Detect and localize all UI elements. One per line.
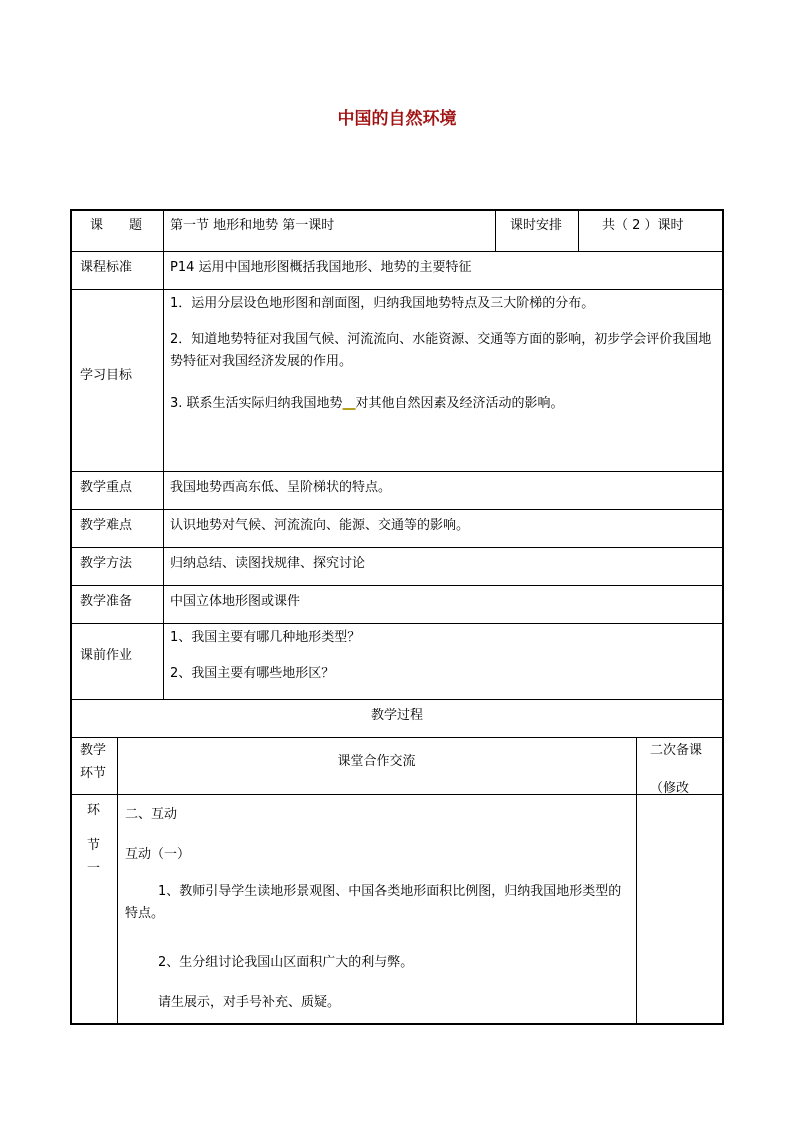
course-topic: 第一节 地形和地势 第一课时 [170, 218, 335, 233]
label-difficulties: 教学难点 [80, 518, 133, 533]
objective-item: 1．运用分层设色地形图和剖面图，归纳我国地势特点及三大阶梯的分布。 [170, 296, 595, 311]
content-paragraph: 1、教师引导学生读地形景观图、中国各类地形面积比例图，归纳我国地形类型的特点。 [125, 884, 622, 921]
main-col-header: 课堂合作交流 [337, 754, 416, 769]
column-divider [636, 737, 637, 1025]
label-method: 教学方法 [80, 556, 133, 571]
key-points-value: 我国地势西高东低、呈阶梯状的特点。 [170, 480, 392, 495]
page-title: 中国的自然环境 [337, 109, 457, 129]
label-standard: 课程标准 [80, 260, 133, 275]
objective-item [170, 395, 564, 412]
content-paragraph: 2、生分组讨论我国山区面积广大的利与弊。 [158, 955, 414, 970]
content-paragraph: 请生展示，对手号补充、质疑。 [158, 995, 341, 1010]
notes-col-header: （修改 [650, 781, 690, 796]
column-divider [578, 209, 579, 251]
row-divider [70, 737, 724, 738]
schedule-value: 共（ 2 ）课时 [602, 218, 684, 233]
stage-label: 一 [87, 861, 101, 876]
objective-item: 2．知道地势特征对我国气候、河流流向、水能资源、交通等方面的影响，初步学会评价我国地势特征对我国经济发展的作用。 [170, 332, 712, 369]
objective-item-part: 3. 联系生活实际归纳我国地势 [170, 396, 343, 411]
label-homework: 课前作业 [80, 648, 133, 663]
column-divider [163, 209, 164, 699]
lesson-plan-table [70, 209, 724, 1025]
objective-item-part: 对其他自然因素及经济活动的影响。 [355, 396, 564, 411]
homework-item: 1、我国主要有哪几种地形类型？ [170, 630, 361, 645]
label-objectives: 学习目标 [80, 368, 133, 383]
content-heading: 二、互动 [125, 807, 178, 822]
label-key-points: 教学重点 [80, 480, 133, 495]
row-divider [70, 794, 724, 795]
content-subheading: 互动（一） [125, 847, 191, 862]
stage-label: 节 [87, 838, 101, 853]
column-divider [495, 209, 496, 251]
row-divider [70, 471, 724, 472]
process-header: 教学过程 [370, 708, 423, 723]
stage-col-header: 环节 [80, 766, 107, 781]
blank-underline [343, 396, 356, 411]
label-preparation: 教学准备 [80, 594, 133, 609]
notes-col-header: 二次备课 [650, 743, 703, 758]
column-divider [117, 737, 118, 1025]
difficulties-value: 认识地势对气候、河流流向、能源、交通等的影响。 [170, 518, 470, 533]
row-divider [70, 585, 724, 586]
method-value: 归纳总结、读图找规律、探究讨论 [170, 556, 366, 571]
standard-value: P14 运用中国地形图概括我国地形、地势的主要特征 [170, 260, 472, 275]
row-divider [70, 289, 724, 290]
homework-item: 2、我国主要有哪些地形区？ [170, 666, 335, 681]
row-divider [70, 547, 724, 548]
row-divider [70, 251, 724, 252]
row-divider [70, 509, 724, 510]
preparation-value: 中国立体地形图或课件 [170, 594, 301, 609]
row-divider [70, 623, 724, 624]
row-divider [70, 699, 724, 700]
stage-col-header: 教学 [80, 743, 107, 758]
label-course: 课 题 [90, 218, 143, 233]
label-schedule: 课时安排 [510, 218, 563, 233]
stage-label: 环 [87, 803, 101, 818]
